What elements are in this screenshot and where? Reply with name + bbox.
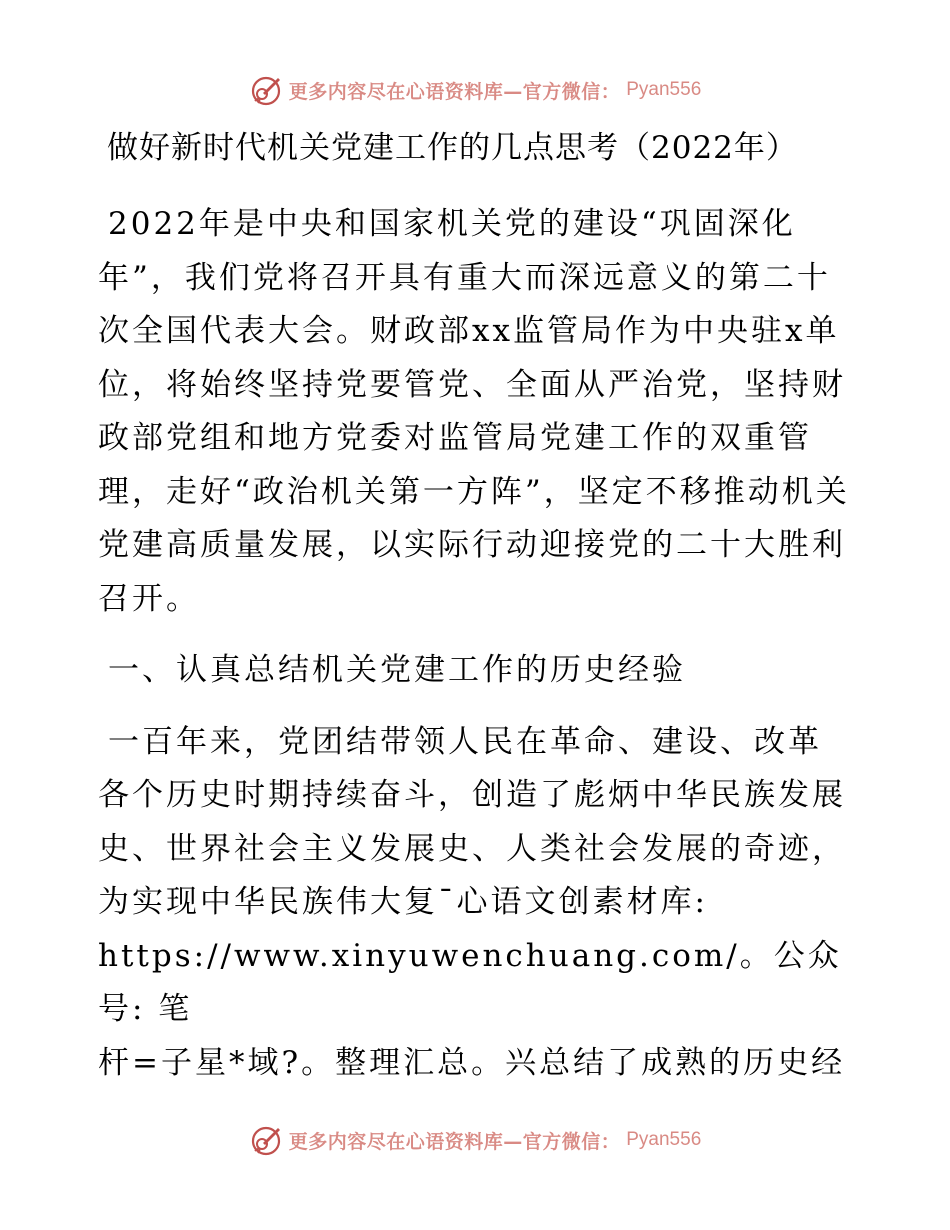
history-line: 一百年来，党团结带领人民在革命、建设、改革: [108, 723, 822, 760]
watermark-text: 更多内容尽在心语资料库—官方微信：: [288, 80, 621, 103]
history-line: 为实现中华民族伟大复¯心语文创素材库:: [98, 884, 708, 920]
document-body: [98, 198, 850, 1090]
history-line: 各个历史时期持续奋斗，创造了彪炳中华民族发展: [98, 777, 846, 813]
history-paragraph: [98, 716, 850, 1091]
history-line-url: https://www.xinyuwenchuang.com/。公众号: 笔: [98, 937, 842, 1027]
watermark-text: 更多内容尽在心语资料库—官方微信：: [288, 1130, 621, 1153]
footer-watermark: [0, 1120, 950, 1160]
watermark-wechat-id: Pyan556: [626, 1129, 702, 1150]
watermark-wechat-id: Pyan556: [626, 79, 702, 100]
header-watermark: [0, 70, 950, 110]
pen-logo-icon: [249, 73, 283, 107]
history-line: 史、世界社会主义发展史、人类社会发展的奇迹，: [98, 830, 846, 867]
document-title: 做好新时代机关党建工作的几点思考（2022年）: [107, 130, 798, 166]
pen-logo-icon: [249, 1123, 283, 1157]
section-heading: 一、认真总结机关党建工作的历史经验: [108, 652, 686, 688]
history-line: 杆=子星*域?。整理汇总。兴总结了成熟的历史经: [98, 1044, 846, 1081]
intro-paragraph: 2022年是中央和国家机关党的建设“巩固深化年”，我们党将召开具有重大而深远意义的第二十次全国代表大会。财政部xx监管局作为中央驻x单位，将始终坚持党要管党、全面从严治党，坚持财政部党组和地方党委对监管局党建工作的双重管理，走好“政治机关第一方阵”，坚定不移推动机关党建高质量发展，以实际行动迎接党的二十大胜利召开。: [98, 206, 850, 617]
